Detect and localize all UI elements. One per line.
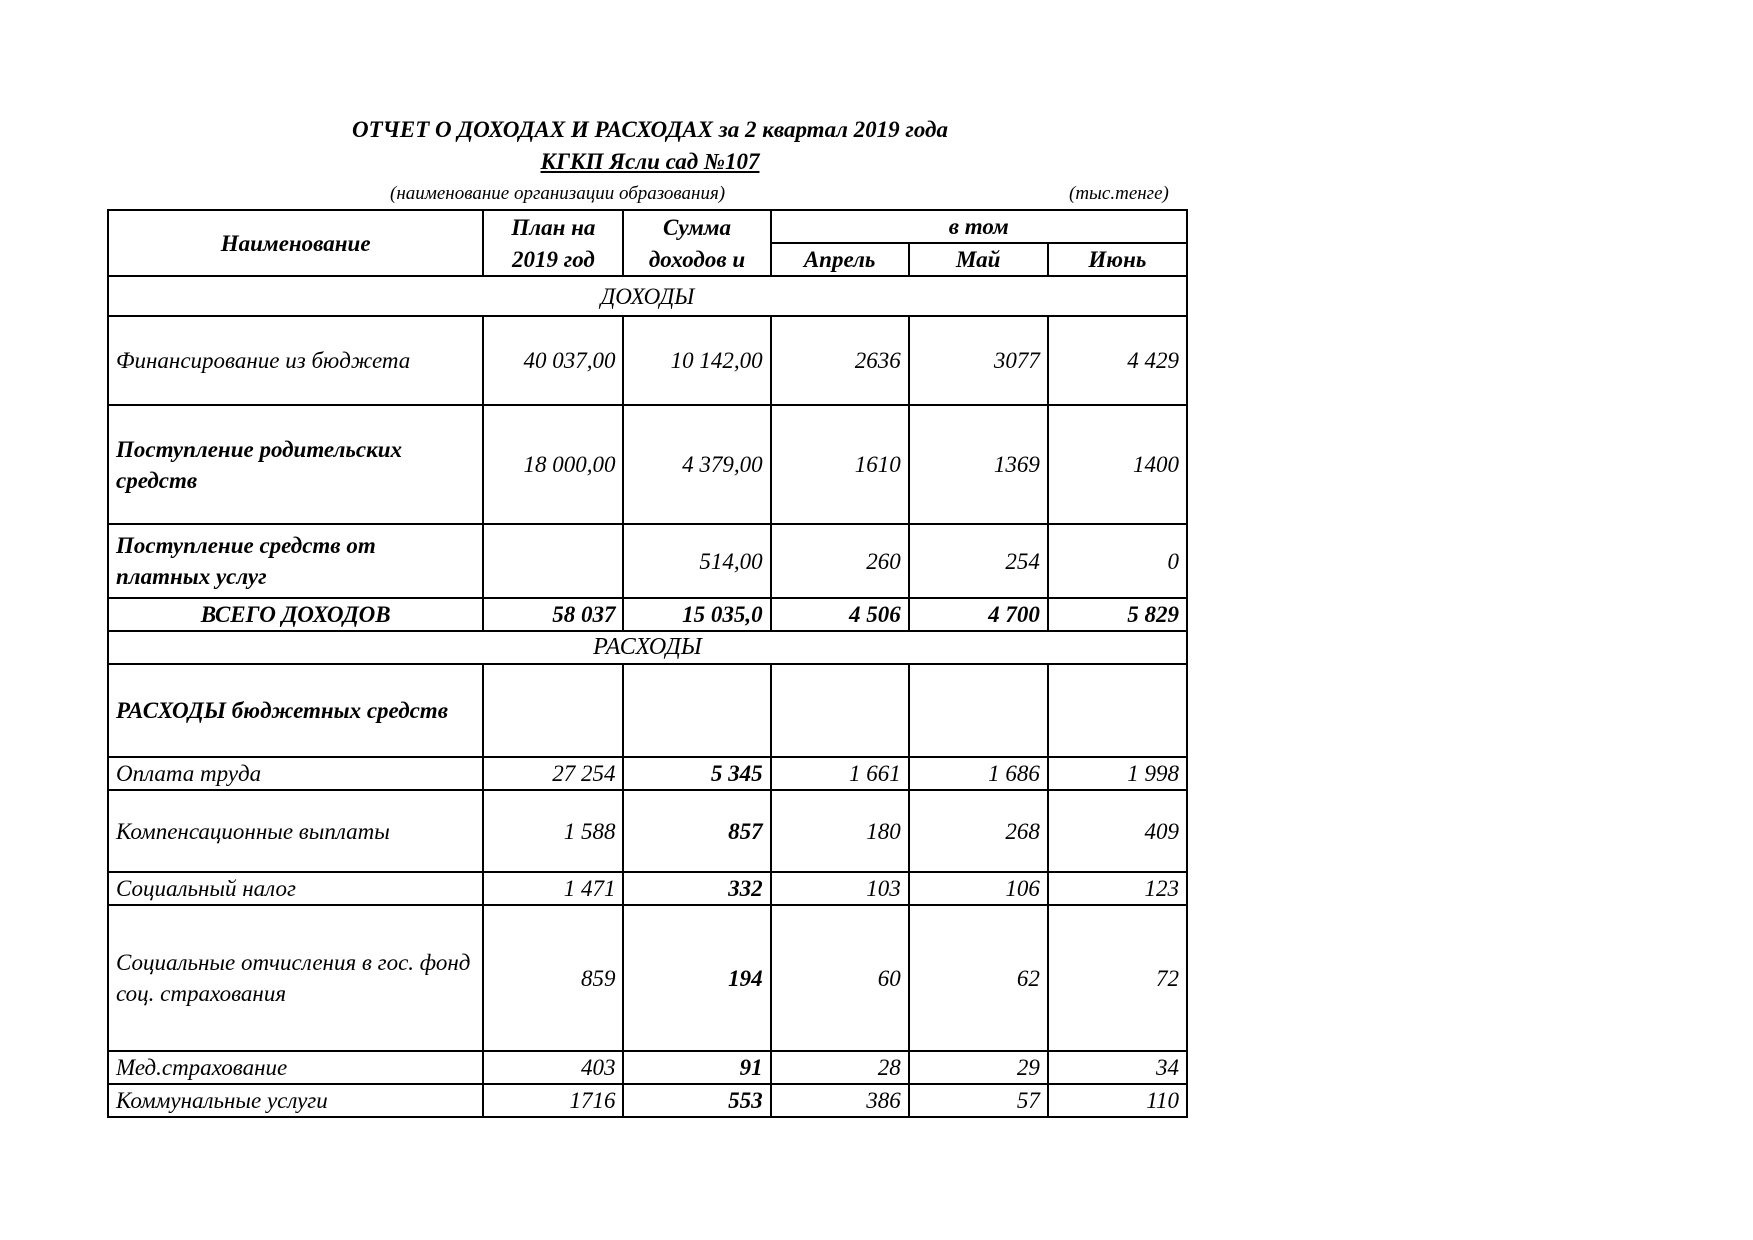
cell-plan: 1 471 [483,872,623,905]
section-expenses [108,631,1187,664]
cell-june: 72 [1048,905,1187,1051]
cell-may: 29 [909,1051,1048,1084]
cell-sum: 4 379,00 [623,405,770,524]
cell-june: 1 998 [1048,757,1187,790]
cell-june: 4 429 [1048,316,1187,405]
cell-june: 110 [1048,1084,1187,1117]
cell-sum: 91 [623,1051,770,1084]
table-row [108,524,1187,598]
total-plan: 58 037 [483,598,623,631]
total-label: ВСЕГО ДОХОДОВ [108,598,483,631]
total-may: 4 700 [909,598,1048,631]
cell-plan: 403 [483,1051,623,1084]
col-header-including: в том [771,210,1187,243]
cell-sum: 10 142,00 [623,316,770,405]
report-table [107,209,1188,1118]
col-header-plan-line2: 2019 год [483,243,623,276]
group-row [108,664,1187,757]
cell-plan: 1 588 [483,790,623,872]
row-name: Финансирование из бюджета [108,316,483,405]
units-note: (тыс.тенге) [1069,183,1169,204]
row-name: Поступление средств от платных услуг [108,524,483,598]
cell-sum: 332 [623,872,770,905]
cell-plan: 1716 [483,1084,623,1117]
cell-april: 1 661 [771,757,909,790]
row-name: Компенсационные выплаты [108,790,483,872]
cell-june: 1400 [1048,405,1187,524]
cell-sum: 857 [623,790,770,872]
col-header-plan-line1: План на [483,210,623,243]
cell-sum: 5 345 [623,757,770,790]
cell-april: 2636 [771,316,909,405]
cell-may: 3077 [909,316,1048,405]
cell-may: 1369 [909,405,1048,524]
cell-sum: 194 [623,905,770,1051]
table-row [108,1084,1187,1117]
col-header-april: Апрель [771,243,909,276]
row-name: Социальные отчисления в гос. фонд соц. страхования [108,905,483,1051]
table-row [108,790,1187,872]
cell-april: 260 [771,524,909,598]
col-header-sum-line2: доходов и [623,243,770,276]
total-row [108,598,1187,631]
section-income [108,276,1187,316]
col-header-name: Наименование [108,210,483,276]
report-title: ОТЧЕТ О ДОХОДАХ И РАСХОДАХ за 2 квартал 2019 года [352,117,948,142]
table-row [108,405,1187,524]
cell-june: 0 [1048,524,1187,598]
empty-cell [623,664,770,757]
total-april: 4 506 [771,598,909,631]
cell-april: 386 [771,1084,909,1117]
cell-may: 106 [909,872,1048,905]
organization-caption: (наименование организации образования) [390,183,726,204]
cell-june: 409 [1048,790,1187,872]
row-name: Поступление родительских средств [108,405,483,524]
row-name: Оплата труда [108,757,483,790]
row-name: Мед.страхование [108,1051,483,1084]
cell-plan: 27 254 [483,757,623,790]
table-row [108,872,1187,905]
section-title-expenses: РАСХОДЫ [108,631,1187,664]
organization-name [280,149,1020,175]
empty-cell [483,664,623,757]
cell-april: 180 [771,790,909,872]
section-title-income: ДОХОДЫ [108,276,1187,316]
row-name: Социальный налог [108,872,483,905]
organization-name-text: КГКП Ясли сад №107 [540,149,760,174]
cell-sum: 514,00 [623,524,770,598]
cell-plan [483,524,623,598]
cell-june: 34 [1048,1051,1187,1084]
header-row-1 [108,210,1187,243]
cell-plan: 40 037,00 [483,316,623,405]
cell-april: 103 [771,872,909,905]
cell-april: 1610 [771,405,909,524]
empty-cell [771,664,909,757]
cell-june: 123 [1048,872,1187,905]
cell-may: 57 [909,1084,1048,1117]
cell-april: 28 [771,1051,909,1084]
empty-cell [1048,664,1187,757]
table-row [108,757,1187,790]
total-june: 5 829 [1048,598,1187,631]
cell-sum: 553 [623,1084,770,1117]
col-header-june: Июнь [1048,243,1187,276]
table-row [108,316,1187,405]
cell-may: 62 [909,905,1048,1051]
cell-may: 1 686 [909,757,1048,790]
cell-april: 60 [771,905,909,1051]
cell-may: 268 [909,790,1048,872]
cell-may: 254 [909,524,1048,598]
col-header-sum-line1: Сумма [623,210,770,243]
cell-plan: 18 000,00 [483,405,623,524]
empty-cell [909,664,1048,757]
row-name: Коммунальные услуги [108,1084,483,1117]
col-header-may: Май [909,243,1048,276]
group-name: РАСХОДЫ бюджетных средств [108,664,483,757]
table-row [108,905,1187,1051]
cell-plan: 859 [483,905,623,1051]
table-row [108,1051,1187,1084]
total-sum: 15 035,0 [623,598,770,631]
